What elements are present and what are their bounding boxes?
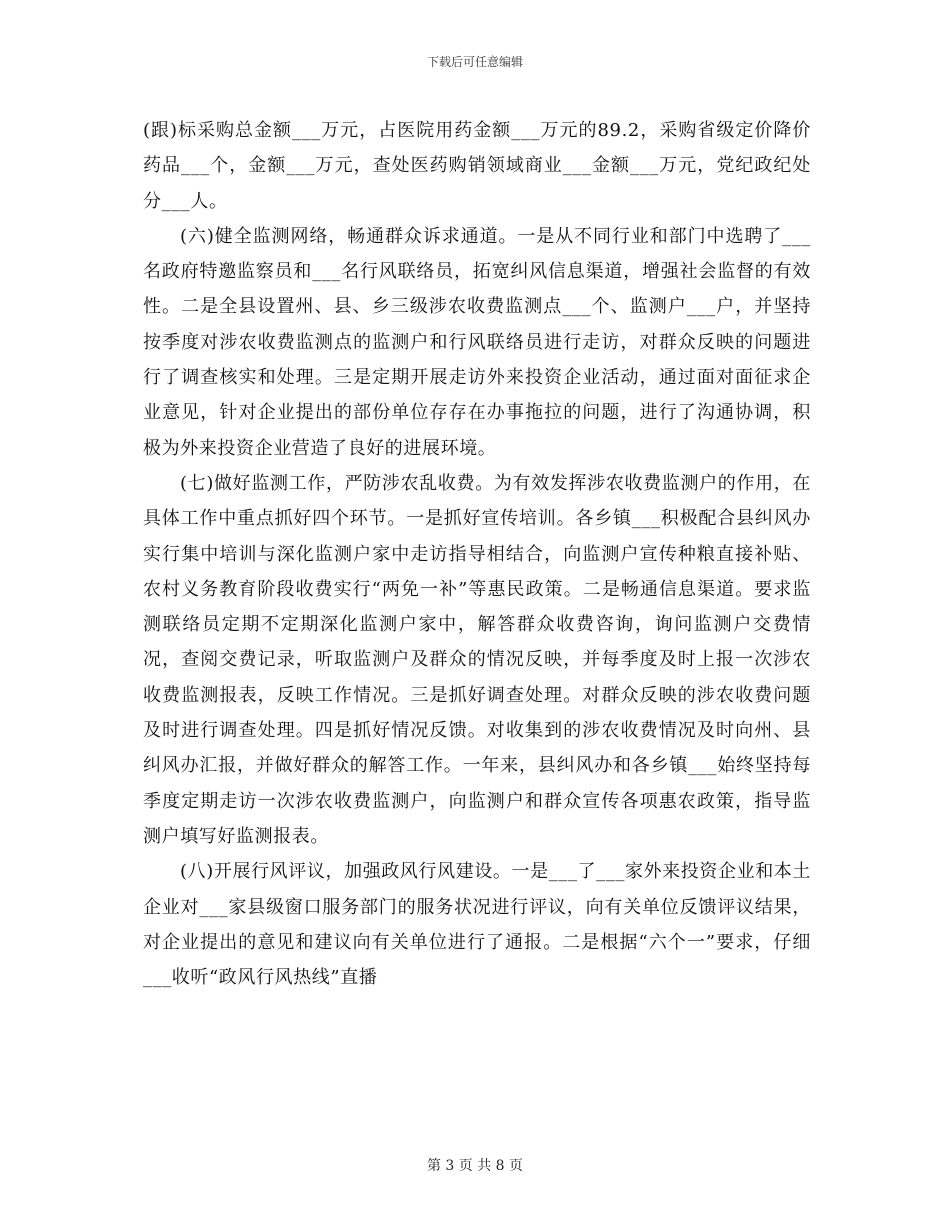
paragraph-monitoring-network: (六)健全监测网络，畅通群众诉求通道。一是从不同行业和部门中选聘了___名政府特邀监察员和___名行风联络员，拓宽纠风信息渠道，增强社会监督的有效性。二是全县设置州、县、乡三级涉农收费监测点___个、监测户___户，并坚持按季度对涉农收费监测点的监测户和行风联络员进行走访，对群众反映的问题进行了调查核实和处理。三是定期开展走访外来投资企业活动，通过面对面征求企业意见，针对企业提出的部份单位存存在办事拖拉的问题，进行了沟通协调，积极为外来投资企业营造了良好的进展环境。 <box>143 225 811 459</box>
paragraph-monitoring-work: (七)做好监测工作，严防涉农乱收费。为有效发挥涉农收费监测户的作用，在具体工作中重点抓好四个环节。一是抓好宣传培训。各乡镇___积极配合县纠风办实行集中培训与深化监测户家中走访指导相结合，向监测户宣传种粮直接补贴、农村义务教育阶段收费实行“两免一补”等惠民政策。二是畅通信息渠道。要求监测联络员定期不定期深化监测户家中，解答群众收费咨询，询问监测户交费情况，查阅交费记录，听取监测户及群众的情况反映，并每季度及时上报一次涉农收费监测报表，反映工作情况。三是抓好调查处理。对群众反映的涉农收费问题及时进行调查处理。四是抓好情况反馈。对收集到的涉农收费情况及时向州、县纠风办汇报，并做好群众的解答工作。一年来，县纠风办和各乡镇___始终坚持每季度定期走访一次涉农收费监测户，向监测户和群众宣传各项惠农政策，指导监测户填写好监测报表。 <box>143 472 811 847</box>
paragraph-procurement-summary: (跟)标采购总金额___万元，占医院用药金额___万元的89.2，采购省级定价降价药品___个，金额___万元，查处医药购销领域商业___金额___万元，党纪政纪处分___人。 <box>143 120 811 212</box>
paragraph-conduct-review: (八)开展行风评议，加强政风行风建设。一是___了___家外来投资企业和本土企业对___家县级窗口服务部门的服务状况进行评议，向有关单位反馈评议结果，对企业提出的意见和建议向有关单位进行了通报。二是根据“六个一”要求，仔细___收听“政风行风热线”直播 <box>143 861 811 989</box>
document-body <box>143 113 811 995</box>
page-number-footer: 第 3 页 共 8 页 <box>426 1158 524 1174</box>
page-header: 下载后可任意编辑 <box>426 55 523 69</box>
